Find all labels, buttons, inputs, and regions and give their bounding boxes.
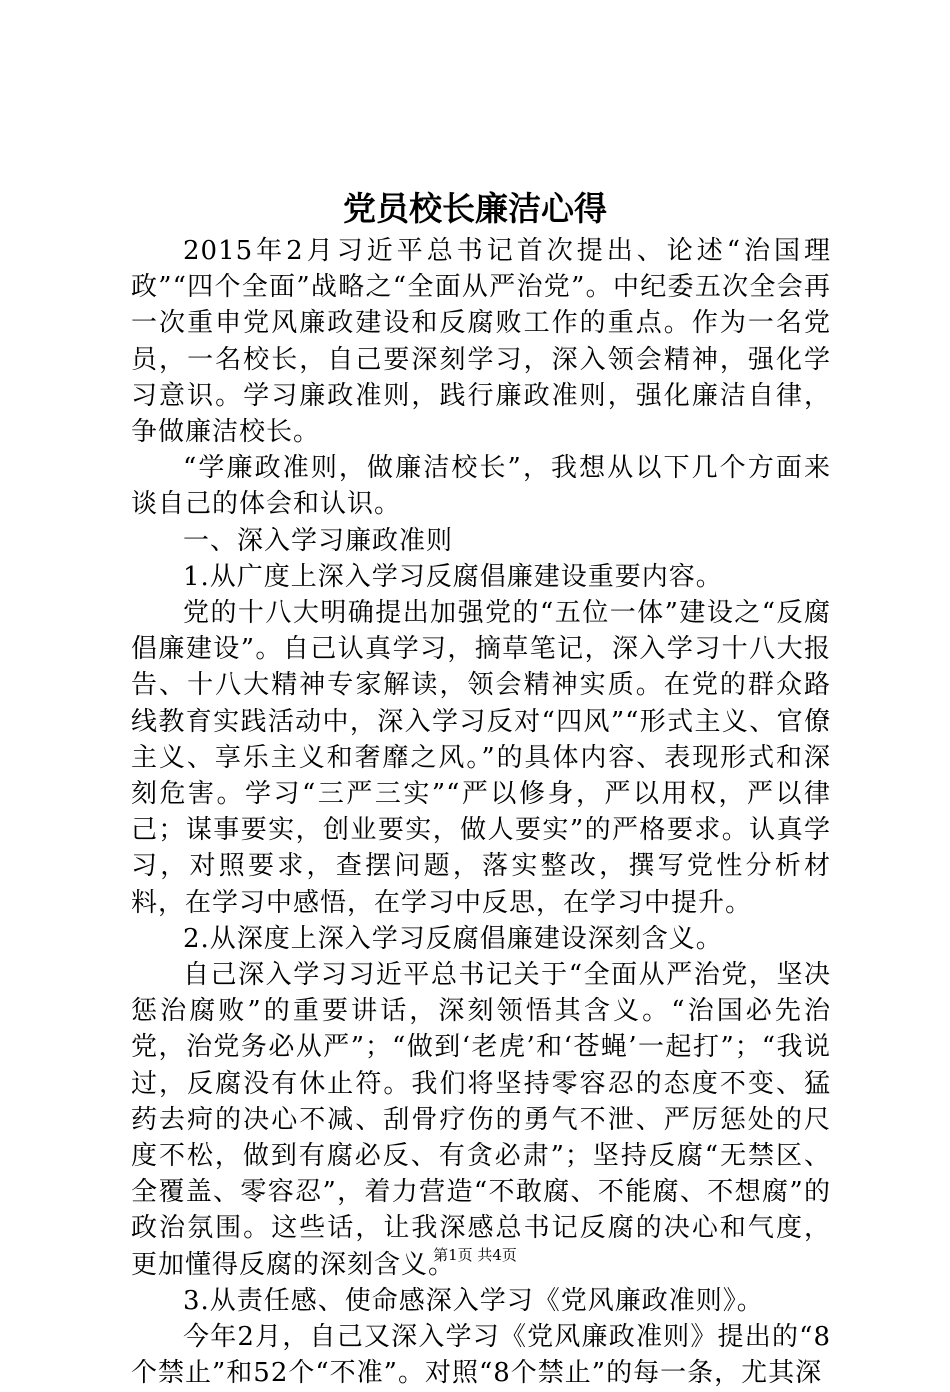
document-title: 党员校长廉洁心得 [343,189,607,228]
paragraph: 自己深入学习习近平总书记关于“全面从严治党，坚决惩治腐败”的重要讲话，深刻领悟其含义。“治国必先治党，治党务必从严”；“做到‘老虎’和‘苍蝇’一起打”；“我说过，反腐没有休止符。我们将坚持零容忍的态度不变、猛药去疴的决心不减、刮骨疗伤的勇气不泄、严厉惩处的尺度不松，做到有腐必反、有贪必肃”；坚持反腐“无禁区、全覆盖、零容忍”，着力营造“不敢腐、不能腐、不想腐”的政治氛围。这些话，让我深感总书记反腐的决心和气度，更加懂得反腐的深刻含义。 [131,960,831,1280]
paragraph: 党的十八大明确提出加强党的“五位一体”建设之“反腐倡廉建设”。自己认真学习，摘草笔记，深入学习十八大报告、十八大精神专家解读，领会精神实质。在党的群众路线教育实践活动中，深入学习反对“四风”“形式主义、官僚主义、享乐主义和奢靡之风。”的具体内容、表现形式和深刻危害。学习“三严三实”“严以修身，严以用权，严以律己；谋事要实，创业要实，做人要实”的严格要求。认真学习，对照要求，查摆问题，落实整改，撰写党性分析材料，在学习中感悟，在学习中反思，在学习中提升。 [131,598,831,918]
paragraph: “学廉政准则，做廉洁校长”，我想从以下几个方面来谈自己的体会和认识。 [131,453,831,520]
document-body [131,233,831,1392]
paragraph: 2015年2月习近平总书记首次提出、论述“治国理政”“四个全面”战略之“全面从严治党”。中纪委五次全会再一次重申党风廉政建设和反腐败工作的重点。作为一名党员，一名校长，自己要深刻学习，深入领会精神，强化学习意识。学习廉政准则，践行廉政准则，强化廉洁自律，争做廉洁校长。 [131,236,831,448]
paragraph: 今年2月，自己又深入学习《党风廉政准则》提出的“8个禁止”和52个“不准”。对照“8个禁止”的每一条，尤其深 [131,1322,831,1389]
subsection-heading: 3.从责任感、使命感深入学习《党风廉政准则》。 [183,1285,764,1316]
page-footer: 第1页 共4页 [433,1246,517,1264]
subsection-heading: 2.从深度上深入学习反腐倡廉建设深刻含义。 [183,923,723,954]
section-heading: 一、深入学习廉政准则 [183,525,454,556]
subsection-heading: 1.从广度上深入学习反腐倡廉建设重要内容。 [183,561,723,592]
